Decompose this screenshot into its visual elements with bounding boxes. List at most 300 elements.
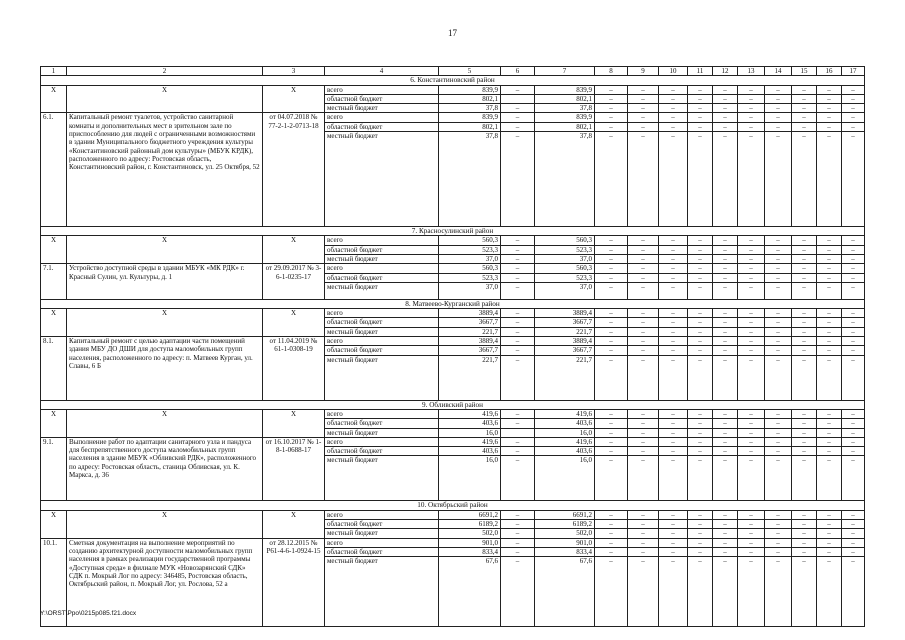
district-title: 8. Матвеево-Курганский район bbox=[41, 299, 865, 308]
empty-dash-cell: – bbox=[765, 113, 792, 122]
empty-dash-cell: – bbox=[659, 318, 688, 327]
empty-dash-cell: – bbox=[817, 94, 842, 103]
amount-col6-cell: – bbox=[501, 85, 535, 94]
amount-col6-cell bbox=[501, 428, 535, 437]
budget-type-label: всего bbox=[325, 510, 439, 519]
amount-total-cell: 16,0 bbox=[439, 428, 501, 437]
empty-dash-cell: – bbox=[842, 282, 865, 299]
amount-total-cell: 221,7 bbox=[439, 327, 501, 336]
amount-total-cell: 419,6 bbox=[439, 437, 501, 446]
total-marker-col1: X bbox=[41, 510, 67, 538]
empty-dash-cell: – bbox=[738, 510, 765, 519]
empty-dash-cell: – bbox=[738, 236, 765, 245]
district-title: 9. Обливский район bbox=[41, 400, 865, 409]
empty-dash-cell: – bbox=[688, 85, 713, 94]
empty-dash-cell: – bbox=[792, 520, 817, 529]
empty-dash-cell: – bbox=[792, 104, 817, 113]
empty-dash-cell: – bbox=[688, 557, 713, 627]
empty-dash-cell: – bbox=[713, 132, 738, 227]
district-title: 7. Красносулинский район bbox=[41, 227, 865, 236]
empty-dash-cell: – bbox=[713, 254, 738, 263]
total-marker-col1: X bbox=[41, 236, 67, 264]
empty-dash-cell: – bbox=[765, 520, 792, 529]
empty-dash-cell: – bbox=[842, 557, 865, 627]
amount-col6-cell: – bbox=[501, 510, 535, 519]
column-header: 15 bbox=[792, 67, 817, 76]
amount-col7-cell: 37,0 bbox=[535, 282, 595, 299]
empty-dash-cell: – bbox=[713, 456, 738, 501]
empty-dash-cell: – bbox=[713, 346, 738, 355]
empty-dash-cell: – bbox=[595, 282, 628, 299]
empty-dash-cell: – bbox=[792, 132, 817, 227]
amount-col7-cell: 839,9 bbox=[535, 113, 595, 122]
amount-total-cell: 6691,2 bbox=[439, 510, 501, 519]
empty-dash-cell: – bbox=[738, 122, 765, 131]
empty-dash-cell: – bbox=[713, 104, 738, 113]
budget-type-label: местный бюджет bbox=[325, 355, 439, 400]
empty-dash-cell: – bbox=[688, 538, 713, 547]
total-marker-col2: X bbox=[67, 85, 263, 113]
amount-total-cell: 403,6 bbox=[439, 419, 501, 428]
empty-dash-cell: – bbox=[792, 419, 817, 428]
empty-dash-cell: – bbox=[713, 557, 738, 627]
item-description: Капитальный ремонт туалетов, устройство санитарной комнаты и дополнительных мест в зрительном зале по приспособлению для людей с ограниченными возможностями в здании Муниципального бюджетного учреждения культуры «Константиновский районный дом культуры» (МБУК КРДК), расположенного по адресу: Ростовская область, Константиновский район, г. Константиновск, ул. 25 Октября, 52 bbox=[67, 113, 263, 227]
empty-dash-cell: – bbox=[595, 437, 628, 446]
empty-dash-cell: – bbox=[659, 282, 688, 299]
amount-col7-cell: 3889,4 bbox=[535, 309, 595, 318]
empty-dash-cell: – bbox=[688, 122, 713, 131]
amount-col6-cell: – bbox=[501, 538, 535, 547]
empty-dash-cell: – bbox=[817, 538, 842, 547]
amount-col7-cell: 37,0 bbox=[535, 254, 595, 263]
amount-col6-cell: – bbox=[501, 309, 535, 318]
empty-dash-cell: – bbox=[595, 318, 628, 327]
empty-dash-cell: – bbox=[792, 245, 817, 254]
empty-dash-cell: – bbox=[628, 94, 659, 103]
empty-dash-cell: – bbox=[842, 327, 865, 336]
empty-dash-cell: – bbox=[713, 85, 738, 94]
empty-dash-cell: – bbox=[792, 273, 817, 282]
empty-dash-cell: – bbox=[792, 236, 817, 245]
empty-dash-cell: – bbox=[659, 132, 688, 227]
empty-dash-cell: – bbox=[842, 346, 865, 355]
amount-total-cell: 37,8 bbox=[439, 132, 501, 227]
item-number: 9.1. bbox=[41, 437, 67, 501]
empty-dash-cell: – bbox=[765, 122, 792, 131]
empty-dash-cell: – bbox=[738, 547, 765, 556]
budget-type-label: областной бюджет bbox=[325, 419, 439, 428]
empty-dash-cell: – bbox=[842, 337, 865, 346]
empty-dash-cell: – bbox=[792, 282, 817, 299]
budget-type-label: областной бюджет bbox=[325, 273, 439, 282]
amount-col7-cell: 523,3 bbox=[535, 273, 595, 282]
column-header: 7 bbox=[535, 67, 595, 76]
empty-dash-cell: – bbox=[842, 447, 865, 456]
empty-dash-cell: – bbox=[688, 309, 713, 318]
empty-dash-cell: – bbox=[792, 85, 817, 94]
budget-table bbox=[40, 66, 865, 627]
empty-dash-cell: – bbox=[842, 254, 865, 263]
empty-dash-cell: – bbox=[659, 409, 688, 418]
amount-total-cell: 16,0 bbox=[439, 456, 501, 501]
empty-dash-cell: – bbox=[659, 245, 688, 254]
empty-dash-cell: – bbox=[738, 282, 765, 299]
empty-dash-cell: – bbox=[659, 547, 688, 556]
empty-dash-cell: – bbox=[688, 547, 713, 556]
empty-dash-cell: – bbox=[738, 538, 765, 547]
amount-col6-cell: – bbox=[501, 547, 535, 556]
empty-dash-cell: – bbox=[628, 264, 659, 273]
empty-dash-cell: – bbox=[628, 122, 659, 131]
item-document-ref: от 16.10.2017 № 1-8-1-0688-17 bbox=[263, 437, 325, 501]
budget-type-label: всего bbox=[325, 113, 439, 122]
empty-dash-cell: – bbox=[659, 447, 688, 456]
empty-dash-cell: – bbox=[765, 104, 792, 113]
empty-dash-cell: – bbox=[765, 529, 792, 538]
amount-col7-cell: 502,0 bbox=[535, 529, 595, 538]
empty-dash-cell: – bbox=[765, 337, 792, 346]
empty-dash-cell: – bbox=[628, 104, 659, 113]
column-header: 10 bbox=[659, 67, 688, 76]
empty-dash-cell: – bbox=[765, 85, 792, 94]
empty-dash-cell: – bbox=[595, 132, 628, 227]
empty-dash-cell: – bbox=[765, 538, 792, 547]
budget-type-label: всего bbox=[325, 337, 439, 346]
empty-dash-cell: – bbox=[659, 337, 688, 346]
column-header: 5 bbox=[439, 67, 501, 76]
empty-dash-cell: – bbox=[738, 428, 765, 437]
empty-dash-cell: – bbox=[659, 419, 688, 428]
empty-dash-cell: – bbox=[817, 437, 842, 446]
empty-dash-cell: – bbox=[792, 538, 817, 547]
district-section-row bbox=[41, 501, 865, 510]
empty-dash-cell: – bbox=[628, 132, 659, 227]
empty-dash-cell: – bbox=[713, 245, 738, 254]
empty-dash-cell: – bbox=[842, 245, 865, 254]
empty-dash-cell: – bbox=[713, 355, 738, 400]
empty-dash-cell: – bbox=[817, 327, 842, 336]
amount-col7-cell: 560,3 bbox=[535, 236, 595, 245]
empty-dash-cell: – bbox=[842, 94, 865, 103]
empty-dash-cell: – bbox=[817, 529, 842, 538]
total-marker-col3: X bbox=[263, 510, 325, 538]
amount-total-cell: 560,3 bbox=[439, 236, 501, 245]
empty-dash-cell: – bbox=[688, 355, 713, 400]
empty-dash-cell: – bbox=[792, 327, 817, 336]
empty-dash-cell: – bbox=[842, 529, 865, 538]
empty-dash-cell: – bbox=[792, 318, 817, 327]
amount-total-cell: 560,3 bbox=[439, 264, 501, 273]
amount-col6-cell: – bbox=[501, 456, 535, 501]
empty-dash-cell: – bbox=[595, 510, 628, 519]
empty-dash-cell: – bbox=[628, 419, 659, 428]
amount-col7-cell: 3889,4 bbox=[535, 337, 595, 346]
amount-total-cell: 37,0 bbox=[439, 254, 501, 263]
column-number-row bbox=[41, 67, 865, 76]
budget-type-label: всего bbox=[325, 236, 439, 245]
empty-dash-cell: – bbox=[738, 327, 765, 336]
empty-dash-cell: – bbox=[842, 456, 865, 501]
budget-type-label: местный бюджет bbox=[325, 282, 439, 299]
empty-dash-cell: – bbox=[659, 557, 688, 627]
empty-dash-cell: – bbox=[595, 273, 628, 282]
amount-total-cell: 839,9 bbox=[439, 85, 501, 94]
empty-dash-cell: – bbox=[817, 264, 842, 273]
amount-col6-cell: – bbox=[501, 327, 535, 336]
budget-type-label: всего bbox=[325, 409, 439, 418]
amount-col7-cell: 221,7 bbox=[535, 355, 595, 400]
column-header: 13 bbox=[738, 67, 765, 76]
empty-dash-cell: – bbox=[817, 346, 842, 355]
empty-dash-cell: – bbox=[765, 510, 792, 519]
amount-col7-cell: 67,6 bbox=[535, 557, 595, 627]
column-header: 16 bbox=[817, 67, 842, 76]
amount-col6-cell: – bbox=[501, 557, 535, 627]
column-header: 17 bbox=[842, 67, 865, 76]
amount-col7-cell: 37,8 bbox=[535, 132, 595, 227]
amount-col7-cell: 833,4 bbox=[535, 547, 595, 556]
empty-dash-cell: – bbox=[765, 309, 792, 318]
district-section-row bbox=[41, 76, 865, 85]
budget-type-label: областной бюджет bbox=[325, 94, 439, 103]
file-path-footer: Y:\ORST\Ppo\0215p085.f21.docx bbox=[40, 610, 137, 617]
item-row bbox=[41, 264, 865, 273]
budget-type-label: областной бюджет bbox=[325, 318, 439, 327]
empty-dash-cell: – bbox=[765, 273, 792, 282]
empty-dash-cell: – bbox=[688, 337, 713, 346]
empty-dash-cell: – bbox=[659, 510, 688, 519]
total-marker-col3: X bbox=[263, 309, 325, 337]
budget-type-label: местный бюджет bbox=[325, 254, 439, 263]
empty-dash-cell: – bbox=[738, 94, 765, 103]
empty-dash-cell: – bbox=[738, 529, 765, 538]
empty-dash-cell: – bbox=[842, 236, 865, 245]
empty-dash-cell: – bbox=[738, 355, 765, 400]
empty-dash-cell: – bbox=[595, 309, 628, 318]
district-section-row bbox=[41, 227, 865, 236]
budget-type-label: всего bbox=[325, 85, 439, 94]
amount-col7-cell: 16,0 bbox=[535, 456, 595, 501]
empty-dash-cell: – bbox=[713, 510, 738, 519]
amount-col7-cell: 802,1 bbox=[535, 122, 595, 131]
empty-dash-cell: – bbox=[765, 447, 792, 456]
empty-dash-cell: – bbox=[792, 456, 817, 501]
amount-col6-cell: – bbox=[501, 264, 535, 273]
empty-dash-cell: – bbox=[628, 557, 659, 627]
amount-col7-cell: 419,6 bbox=[535, 437, 595, 446]
budget-type-label: областной бюджет bbox=[325, 547, 439, 556]
empty-dash-cell: – bbox=[713, 273, 738, 282]
empty-dash-cell: – bbox=[817, 337, 842, 346]
empty-dash-cell: – bbox=[595, 236, 628, 245]
empty-dash-cell: – bbox=[688, 318, 713, 327]
empty-dash-cell: – bbox=[688, 236, 713, 245]
empty-dash-cell: – bbox=[792, 409, 817, 418]
amount-col6-cell: – bbox=[501, 355, 535, 400]
empty-dash-cell: – bbox=[842, 355, 865, 400]
empty-dash-cell: – bbox=[842, 122, 865, 131]
district-section-row bbox=[41, 400, 865, 409]
empty-dash-cell: – bbox=[713, 428, 738, 437]
empty-dash-cell: – bbox=[659, 309, 688, 318]
empty-dash-cell: – bbox=[792, 428, 817, 437]
empty-dash-cell: – bbox=[738, 318, 765, 327]
empty-dash-cell: – bbox=[713, 327, 738, 336]
empty-dash-cell: – bbox=[765, 94, 792, 103]
empty-dash-cell: – bbox=[792, 437, 817, 446]
empty-dash-cell: – bbox=[688, 273, 713, 282]
empty-dash-cell: – bbox=[765, 346, 792, 355]
empty-dash-cell: – bbox=[817, 85, 842, 94]
empty-dash-cell: – bbox=[595, 428, 628, 437]
total-marker-col1: X bbox=[41, 309, 67, 337]
amount-col6-cell: – bbox=[501, 113, 535, 122]
total-marker-col2: X bbox=[67, 409, 263, 437]
empty-dash-cell: – bbox=[792, 309, 817, 318]
item-number: 10.1. bbox=[41, 538, 67, 627]
empty-dash-cell: – bbox=[842, 428, 865, 437]
amount-total-cell: 403,6 bbox=[439, 447, 501, 456]
item-row bbox=[41, 337, 865, 346]
item-description: Устройство доступной среды в здании МБУК «МК РДК» г. Красный Сулин, ул. Культуры, д. 1 bbox=[67, 264, 263, 300]
budget-type-label: местный бюджет bbox=[325, 132, 439, 227]
empty-dash-cell: – bbox=[659, 355, 688, 400]
empty-dash-cell: – bbox=[628, 327, 659, 336]
empty-dash-cell: – bbox=[595, 355, 628, 400]
column-header: 3 bbox=[263, 67, 325, 76]
empty-dash-cell: – bbox=[628, 337, 659, 346]
empty-dash-cell: – bbox=[817, 520, 842, 529]
empty-dash-cell: – bbox=[688, 113, 713, 122]
empty-dash-cell: – bbox=[765, 254, 792, 263]
empty-dash-cell: – bbox=[842, 309, 865, 318]
empty-dash-cell: – bbox=[792, 254, 817, 263]
item-description: Капитальный ремонт с целью адаптации части помещений здания МБУ ДО ДШИ для доступа маломобильных групп населения, расположенного по адресу: п. Матвеев Курган, ул. Славы, 6 Б bbox=[67, 337, 263, 401]
item-document-ref: от 04.07.2018 № 77-2-1-2-0713-18 bbox=[263, 113, 325, 227]
empty-dash-cell: – bbox=[765, 547, 792, 556]
empty-dash-cell: – bbox=[792, 510, 817, 519]
amount-col7-cell: 419,6 bbox=[535, 409, 595, 418]
amount-col7-cell: 37,8 bbox=[535, 104, 595, 113]
amount-total-cell: 3667,7 bbox=[439, 346, 501, 355]
empty-dash-cell: – bbox=[688, 428, 713, 437]
empty-dash-cell: – bbox=[659, 236, 688, 245]
column-header: 8 bbox=[595, 67, 628, 76]
total-marker-col3: X bbox=[263, 236, 325, 264]
empty-dash-cell: – bbox=[713, 419, 738, 428]
amount-total-cell: 802,1 bbox=[439, 94, 501, 103]
empty-dash-cell: – bbox=[628, 346, 659, 355]
empty-dash-cell: – bbox=[738, 447, 765, 456]
empty-dash-cell: – bbox=[817, 236, 842, 245]
amount-total-cell: 839,9 bbox=[439, 113, 501, 122]
empty-dash-cell: – bbox=[595, 254, 628, 263]
budget-type-label: местный бюджет bbox=[325, 327, 439, 336]
item-number: 7.1. bbox=[41, 264, 67, 300]
amount-col7-cell: 3667,7 bbox=[535, 346, 595, 355]
amount-total-cell: 419,6 bbox=[439, 409, 501, 418]
empty-dash-cell: – bbox=[688, 245, 713, 254]
amount-col7-cell: 6189,2 bbox=[535, 520, 595, 529]
empty-dash-cell: – bbox=[842, 547, 865, 556]
item-document-ref: от 28.12.2015 № Р61-4-6-1-0924-15 bbox=[263, 538, 325, 627]
empty-dash-cell: – bbox=[817, 419, 842, 428]
amount-col6-cell: – bbox=[501, 318, 535, 327]
empty-dash-cell: – bbox=[628, 309, 659, 318]
empty-dash-cell: – bbox=[595, 264, 628, 273]
amount-col6-cell: – bbox=[501, 409, 535, 418]
empty-dash-cell: – bbox=[738, 254, 765, 263]
empty-dash-cell: – bbox=[817, 282, 842, 299]
empty-dash-cell: – bbox=[688, 447, 713, 456]
district-title: 10. Октябрьский район bbox=[41, 501, 865, 510]
amount-total-cell: 3667,7 bbox=[439, 318, 501, 327]
budget-type-label: всего bbox=[325, 437, 439, 446]
empty-dash-cell: – bbox=[765, 318, 792, 327]
empty-dash-cell: – bbox=[817, 547, 842, 556]
empty-dash-cell: – bbox=[842, 510, 865, 519]
empty-dash-cell: – bbox=[738, 104, 765, 113]
empty-dash-cell: – bbox=[765, 282, 792, 299]
budget-type-label: местный бюджет bbox=[325, 456, 439, 501]
empty-dash-cell: – bbox=[842, 437, 865, 446]
empty-dash-cell: – bbox=[817, 510, 842, 519]
budget-type-label: всего bbox=[325, 264, 439, 273]
amount-col6-cell: – bbox=[501, 337, 535, 346]
total-marker-col1: X bbox=[41, 409, 67, 437]
amount-total-cell: 523,3 bbox=[439, 273, 501, 282]
empty-dash-cell: – bbox=[628, 273, 659, 282]
amount-total-cell: 37,0 bbox=[439, 282, 501, 299]
empty-dash-cell: – bbox=[713, 529, 738, 538]
empty-dash-cell: – bbox=[817, 318, 842, 327]
empty-dash-cell: – bbox=[595, 94, 628, 103]
amount-col7-cell: 523,3 bbox=[535, 245, 595, 254]
empty-dash-cell: – bbox=[792, 557, 817, 627]
empty-dash-cell: – bbox=[738, 419, 765, 428]
amount-col6-cell: – bbox=[501, 245, 535, 254]
amount-col6-cell: – bbox=[501, 346, 535, 355]
empty-dash-cell: – bbox=[628, 538, 659, 547]
amount-col6-cell bbox=[501, 94, 535, 103]
empty-dash-cell: – bbox=[688, 510, 713, 519]
empty-dash-cell: – bbox=[628, 428, 659, 437]
amount-total-cell: 6189,2 bbox=[439, 520, 501, 529]
empty-dash-cell: – bbox=[628, 254, 659, 263]
empty-dash-cell: – bbox=[792, 346, 817, 355]
item-document-ref: от 29.09.2017 № 3-6-1-0235-17 bbox=[263, 264, 325, 300]
empty-dash-cell: – bbox=[792, 547, 817, 556]
empty-dash-cell: – bbox=[659, 327, 688, 336]
empty-dash-cell: – bbox=[659, 529, 688, 538]
amount-col7-cell: 221,7 bbox=[535, 327, 595, 336]
empty-dash-cell: – bbox=[595, 456, 628, 501]
total-marker-col3: X bbox=[263, 85, 325, 113]
empty-dash-cell: – bbox=[628, 456, 659, 501]
empty-dash-cell: – bbox=[842, 273, 865, 282]
total-marker-col1: X bbox=[41, 85, 67, 113]
empty-dash-cell: – bbox=[713, 264, 738, 273]
budget-type-label: областной бюджет bbox=[325, 245, 439, 254]
empty-dash-cell: – bbox=[688, 264, 713, 273]
empty-dash-cell: – bbox=[842, 264, 865, 273]
empty-dash-cell: – bbox=[765, 264, 792, 273]
empty-dash-cell: – bbox=[792, 122, 817, 131]
budget-type-label: всего bbox=[325, 309, 439, 318]
amount-col6-cell: – bbox=[501, 236, 535, 245]
empty-dash-cell: – bbox=[842, 318, 865, 327]
empty-dash-cell: – bbox=[713, 337, 738, 346]
